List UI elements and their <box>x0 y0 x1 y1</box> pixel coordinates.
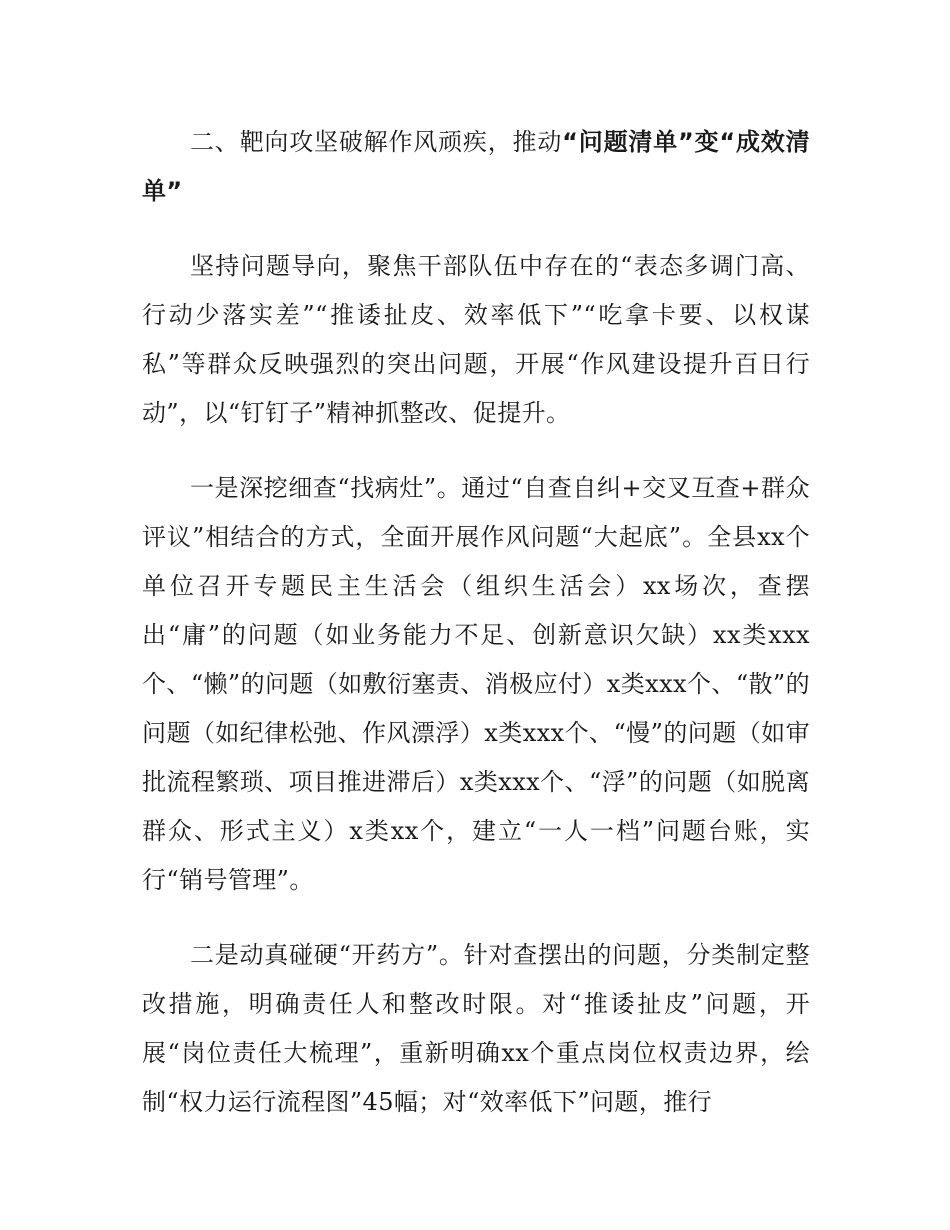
paragraph-point-two: 二是动真碰硬“开药方”。针对查摆出的问题，分类制定整改措施，明确责任人和整改时限。对“推诿扯皮”问题，开展“岗位责任大梳理”，重新明确xx个重点岗位权责边界，绘制“权力运行流程图”45幅；对“效率低下”问题，推行 <box>142 941 810 1116</box>
section-heading-prefix: 二、靶向攻坚破解作风顽疾，推动 <box>190 128 563 156</box>
section-heading <box>142 118 810 216</box>
paragraph-intro: 坚持问题导向，聚焦干部队伍中存在的“表态多调门高、行动少落实差”“推诿扯皮、效率低下”“吃拿卡要、以权谋私”等群众反映强烈的突出问题，开展“作风建设提升百日行动”，以“钉钉子”精神抓整改、促提升。 <box>142 252 810 427</box>
document-body <box>142 118 810 1127</box>
paragraph-point-one: 一是深挖细查“找病灶”。通过“自查自纠+交叉互查+群众评议”相结合的方式，全面开展作风问题“大起底”。全县xx个单位召开专题民主生活会（组织生活会）xx场次，查摆出“庸”的问题（如业务能力不足、创新意识欠缺）xx类xxx个、“懒”的问题（如敷衍塞责、消极应付）x类xxx个、“散”的问题（如纪律松弛、作风漂浮）x类xxx个、“慢”的问题（如审批流程繁琐、项目推进滞后）x类xxx个、“浮”的问题（如脱离群众、形式主义）x类xx个，建立“一人一档”问题台账，实行“销号管理”。 <box>142 474 810 894</box>
section-heading-emphasis: “问题清单”变“成效清单” <box>142 128 810 205</box>
